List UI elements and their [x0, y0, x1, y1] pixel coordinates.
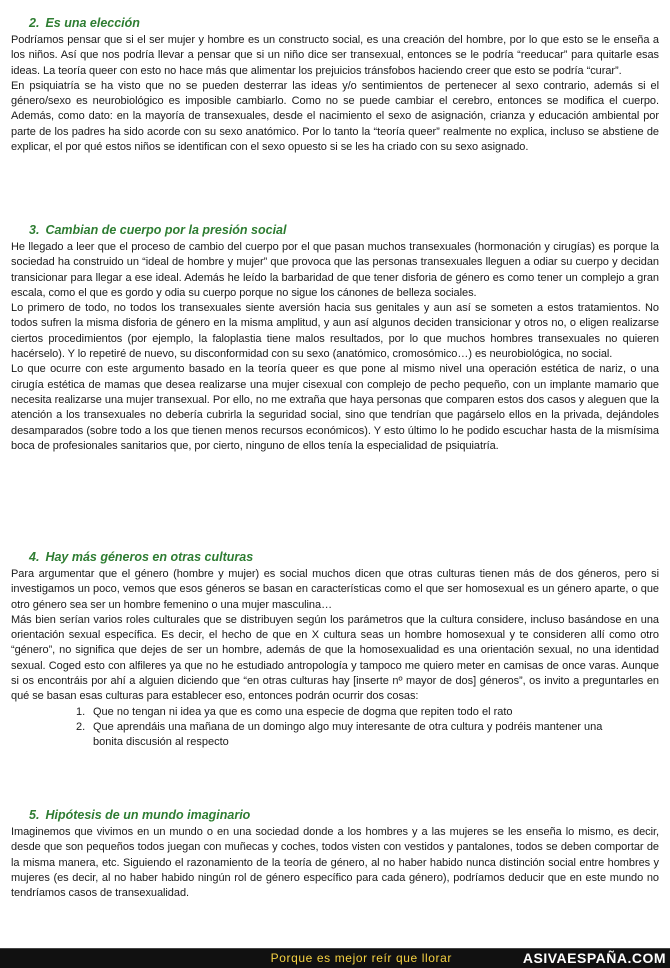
section-number: 3.	[29, 223, 40, 237]
section-number: 2.	[29, 16, 40, 30]
section-3	[11, 222, 659, 454]
paragraph: Para argumentar que el género (hombre y mujer) es social muchos dicen que otras culturas tienen más de dos géneros, pero si investigamos un poco, vemos que esos géneros se basan en características como el que ser homosexual es un género aparte, o que otro género sea ser un hombre femenino o una mujer masculina…	[11, 568, 659, 611]
list-item	[11, 720, 659, 751]
section-heading	[11, 549, 659, 565]
section-heading	[11, 222, 659, 238]
numbered-list	[11, 705, 659, 751]
paragraph: He llegado a leer que el proceso de cambio del cuerpo por el que pasan muchos transexuales (hormonación y cirugías) es porque la sociedad ha construido un “ideal de hombre y mujer” que provoca que las personas transexuales lleguen a odiar su cuerpo y decidan transicionar para llegar a ese ideal. Además he leído la barbaridad de que tener disforia de género es como tener un complejo a gran escala, como el que es gordo y odia su cuerpo porque no sigue los cánones de belleza sociales.	[11, 241, 659, 299]
section-heading	[11, 15, 659, 31]
section-number: 4.	[29, 550, 40, 564]
paragraph: Podríamos pensar que si el ser mujer y hombre es un constructo social, es una creación del hombre, por lo que esto se le enseña a los niños. Así que nos podría llevar a pensar que si un niño dice ser transexual, entonces se le podría “reeducar” para quitarle esas ideas. La teoría queer con esto no hace más que alimentar los prejuicios tránsfobos haciendo creer que esto se podría “curar”.	[11, 34, 659, 77]
paragraph: Lo que ocurre con este argumento basado en la teoría queer es que pone al mismo nivel una operación estética de nariz, o una cirugía estética de mamas que desea realizarse una mujer cisexual con complejo de pecho pequeño, con un implante mamario que necesita realizarse una mujer transexual. Por ello, no me extraña que haya personas que comparen estos dos casos y aleguen que la atención a los transexuales no debería cubrirla la seguridad social, sino que tendrían que pagárselo ellos en la privada, dejándoles desamparados (sobre todo a los que tienen menos recursos económicos). Y esto último lo he podido escuchar hasta de la mismísima boca de profesionales sanitarios que, por cierto, ninguno de ellos tenía la especialidad de psiquiatría.	[11, 363, 659, 452]
paragraph: Más bien serían varios roles culturales que se distribuyen según los parámetros que la cultura considere, incluso basándose en una orientación sexual específica. Es decir, el hecho de que en X cultura seas un hombre homosexual y te consideren allí como otro “género”, no significa que dejes de ser un hombre, además de que la homosexualidad es una orientación sexual, no una identidad sexual. Coged esto con alfileres ya que no he estudiado antropología y tampoco me quiero meter en camisas de once varas. Aunque si os encontráis por ahí a alguien diciendo que “en otras culturas hay [inserte nº mayor de dos] géneros”, os invito a preguntarles en qué se basan esas culturas para establecer eso, entonces podrán ocurrir dos cosas:	[11, 613, 659, 703]
paragraph: En psiquiatría se ha visto que no se pueden desterrar las ideas y/o sentimientos de pertenecer al sexo contrario, además si el género/sexo es neurobiológico es imposible cambiarlo. Como no se puede cambiar el cerebro, entonces se modifica el cuerpo. Además, como dato: en la mayoría de transexuales, desde el nacimiento el sexo de asignación, crianza y educación ambiental por parte de los padres ha sido acorde con su sexo anatómico. Por lo tanto la “teoría queer” realmente no explica, incluso se abstiene de explicar, el por qué estos niños se identifican con el sexo opuesto si se les ha criado con su sexo asignado.	[11, 79, 659, 154]
section-title: Hipótesis de un mundo imaginario	[45, 808, 251, 822]
paragraph: Lo primero de todo, no todos los transexuales siente aversión hacia sus genitales y aun así se someten a estos tratamientos. No todos sufren la misma disforia de género en la misma amplitud, y aun así algunos deciden transicionar y otros no, o eligen realizarse ciertos procedimientos (por ejemplo, la faloplastia tiene malos resultados, por lo que muchos hombres transexuales no quieren hacérselo). Y lo repetiré de nuevo, su disconformidad con su sexo (anatómico, cromosómico…) es neurobiológica, no social.	[11, 302, 659, 361]
section-title: Hay más géneros en otras culturas	[45, 550, 254, 564]
site-link[interactable]: ASIVAESPAÑA.COM	[522, 950, 666, 966]
footer-banner	[0, 948, 670, 968]
footer-tagline: Porque es mejor reír que llorar	[270, 951, 452, 965]
paragraph: Imaginemos que vivimos en un mundo o en una sociedad donde a los hombres y a las mujeres se les enseña lo mismo, es decir, desde que son pequeños todos juegan con muñecas y coches, todos visten con vestidos y pantalones, todos se deben comportar de la misma manera, etc. Siguiendo el razonamiento de la teoría de género, al no haber habido nunca distinción social entre hombres y mujeres (es decir, al no haber habido ningún rol de género específico para cada género), podríamos deducir que en este mundo no tendríamos casos de transexualidad.	[11, 826, 659, 900]
section-number: 5.	[29, 808, 40, 822]
section-2	[11, 15, 659, 155]
list-item	[11, 705, 659, 720]
list-text: Que no tengan ni idea ya que es como una especie de dogma que repiten todo el rato	[93, 705, 513, 718]
section-title: Es una elección	[45, 16, 140, 30]
section-heading	[11, 807, 659, 823]
section-5	[11, 807, 659, 901]
list-number: 1.	[76, 705, 86, 718]
list-text: Que aprendáis una mañana de un domingo algo muy interesante de otra cultura y podréis mantener una bonita discusión al respecto	[93, 720, 603, 749]
section-title: Cambian de cuerpo por la presión social	[45, 223, 287, 237]
section-4	[11, 549, 659, 751]
list-number: 2.	[76, 720, 86, 733]
